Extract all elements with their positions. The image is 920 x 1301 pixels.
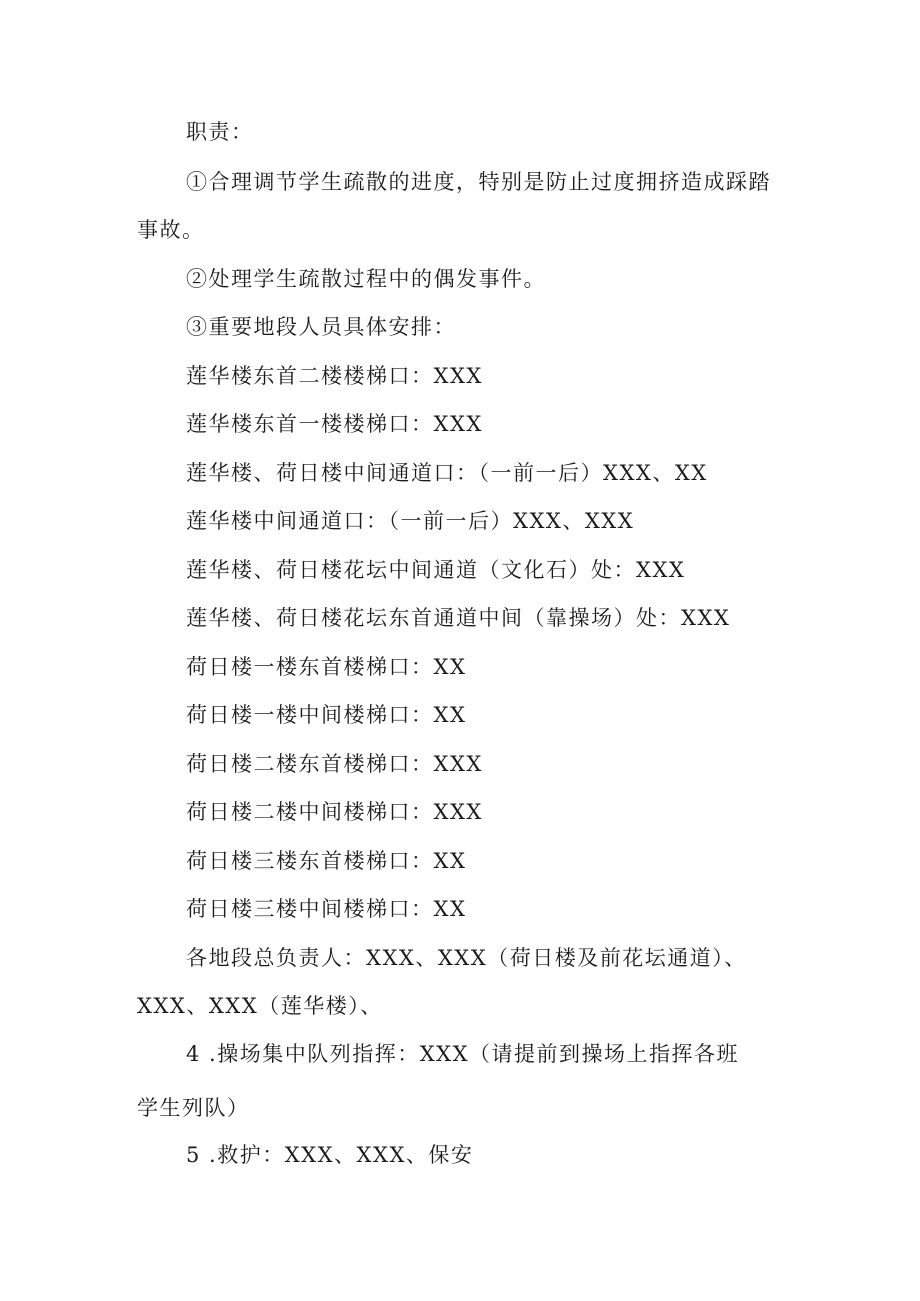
assignment-line: 莲华楼东首二楼楼梯口：XXX (186, 364, 483, 388)
assignment-line: 荷日楼三楼东首楼梯口：XX (186, 849, 467, 873)
paragraph-line: 学生列队） (137, 1096, 250, 1120)
assignment-line: 荷日楼一楼东首楼梯口：XX (186, 655, 467, 679)
numbered-item-4: 4 .操场集中队列指挥：XXX（请提前到操场上指挥各班 (186, 1042, 740, 1066)
assignment-line: 荷日楼二楼东首楼梯口：XXX (186, 752, 483, 776)
assignment-line: 莲华楼、荷日楼中间通道口：（一前一后）XXX、XX (186, 461, 708, 485)
paragraph-line: XXX、XXX（莲华楼）、 (137, 994, 383, 1018)
paragraph-line: ①合理调节学生疏散的进度，特别是防止过度拥挤造成踩踏 (186, 170, 771, 194)
assignment-line: 荷日楼三楼中间楼梯口：XX (186, 897, 467, 921)
assignment-line: 莲华楼中间通道口：（一前一后）XXX、XXX (186, 509, 635, 533)
heading-duties: 职责： (186, 120, 254, 144)
assignment-line: 荷日楼二楼中间楼梯口：XXX (186, 800, 483, 824)
numbered-item-5: 5 .救护：XXX、XXX、保安 (186, 1143, 474, 1167)
paragraph-line: ②处理学生疏散过程中的偶发事件。 (186, 267, 546, 291)
assignment-line: 莲华楼、荷日楼花坛东首通道中间（靠操场）处：XXX (186, 606, 731, 630)
assignment-line: 莲华楼东首一楼楼梯口：XXX (186, 412, 483, 436)
paragraph-line: 各地段总负责人：XXX、XXX（荷日楼及前花坛通道）、 (186, 946, 747, 970)
paragraph-line: ③重要地段人员具体安排： (186, 315, 456, 339)
assignment-line: 荷日楼一楼中间楼梯口：XX (186, 703, 467, 727)
paragraph-line: 事故。 (137, 218, 205, 242)
assignment-line: 莲华楼、荷日楼花坛中间通道（文化石）处：XXX (186, 558, 686, 582)
